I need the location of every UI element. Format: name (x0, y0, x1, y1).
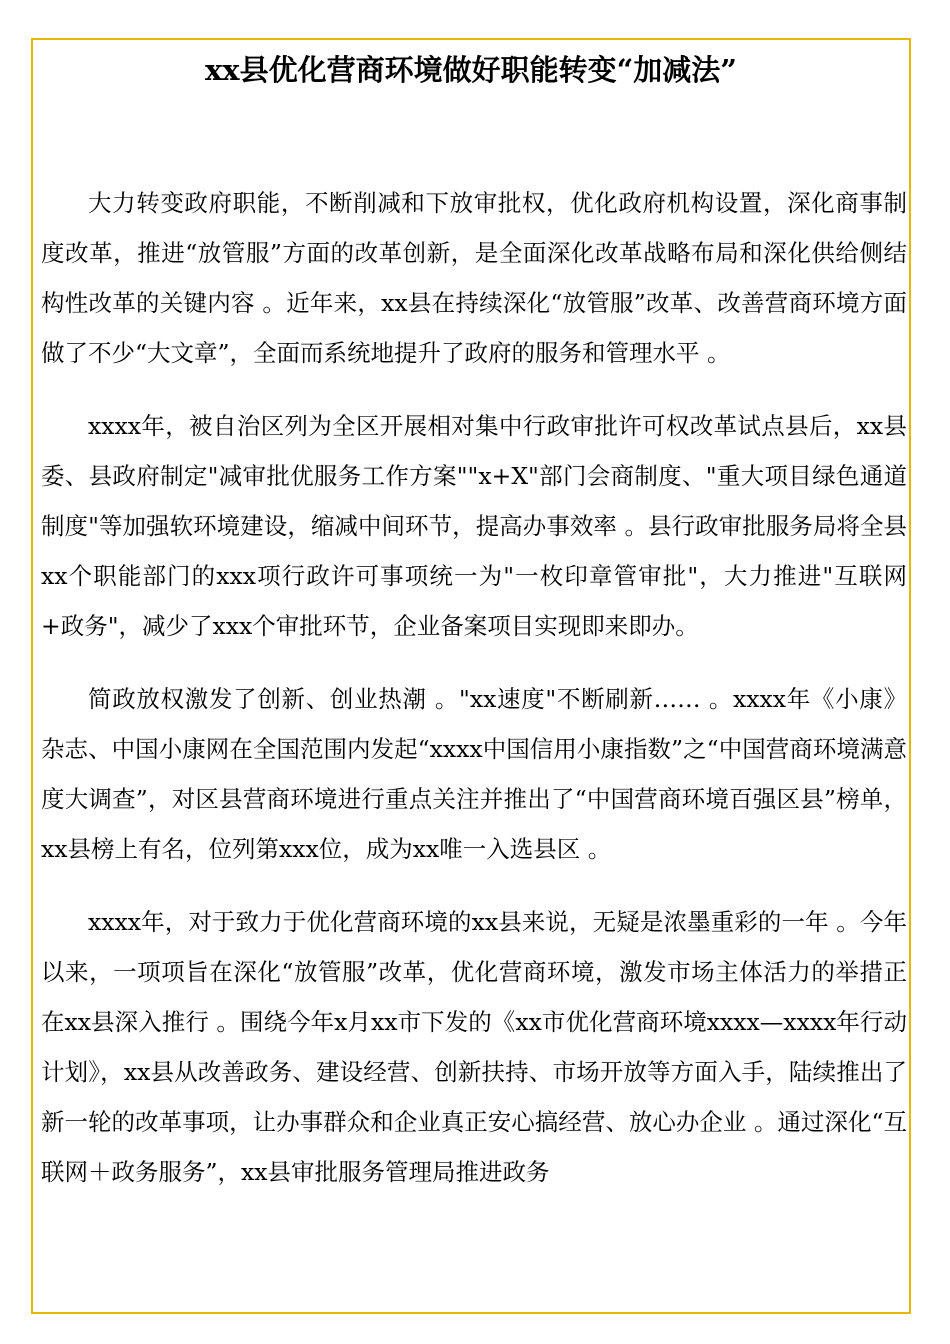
paragraph-4: xxxx年，对于致力于优化营商环境的xx县来说，无疑是浓墨重彩的一年 。今年以来，一项项旨在深化“放管服”改革，优化营商环境，激发市场主体活力的举措正在xx县深入推行 。围绕今年x月xx市下发的《xx市优化营商环境xxxx—xxxx年行动计划》，xx县从改善政务、建设经营、创新扶持、市场开放等方面入手，陆续推出了新一轮的改革事项，让办事群众和企业真正安心搞经营、放心办企业 。通过深化“互联网＋政务服务”，xx县审批服务管理局推进政务 (41, 908, 907, 1186)
paragraph-1: 大力转变政府职能，不断削减和下放审批权，优化政府机构设置，深化商事制度改革，推进“放管服”方面的改革创新，是全面深化改革战略布局和深化供给侧结构性改革的关键内容 。近年来，xx县在持续深化“放管服”改革、改善营商环境方面做了不少“大文章”，全面而系统地提升了政府的服务和管理水平 。 (41, 189, 907, 367)
document-body (41, 178, 907, 1220)
paragraph-3: 简政放权激发了创新、创业热潮 。"xx速度"不断刷新…… 。xxxx年《小康》杂志、中国小康网在全国范围内发起“xxxx中国信用小康指数”之“中国营商环境满意度大调查”，对区县营商环境进行重点关注并推出了“中国营商环境百强区县”榜单，xx县榜上有名，位列第xxx位，成为xx唯一入选县区 。 (41, 685, 907, 863)
document-title: xx县优化营商环境做好职能转变“加减法” (205, 53, 737, 87)
paragraph-2: xxxx年，被自治区列为全区开展相对集中行政审批许可权改革试点县后，xx县委、县政府制定"减审批优服务工作方案""x+X"部门会商制度、"重大项目绿色通道制度"等加强软环境建设，缩减中间环节，提高办事效率 。县行政审批服务局将全县xx个职能部门的xxx项行政许可事项统一为"一枚印章管审批"，大力推进"互联网+政务"，减少了xxx个审批环节，企业备案项目实现即来即办。 (41, 412, 907, 640)
